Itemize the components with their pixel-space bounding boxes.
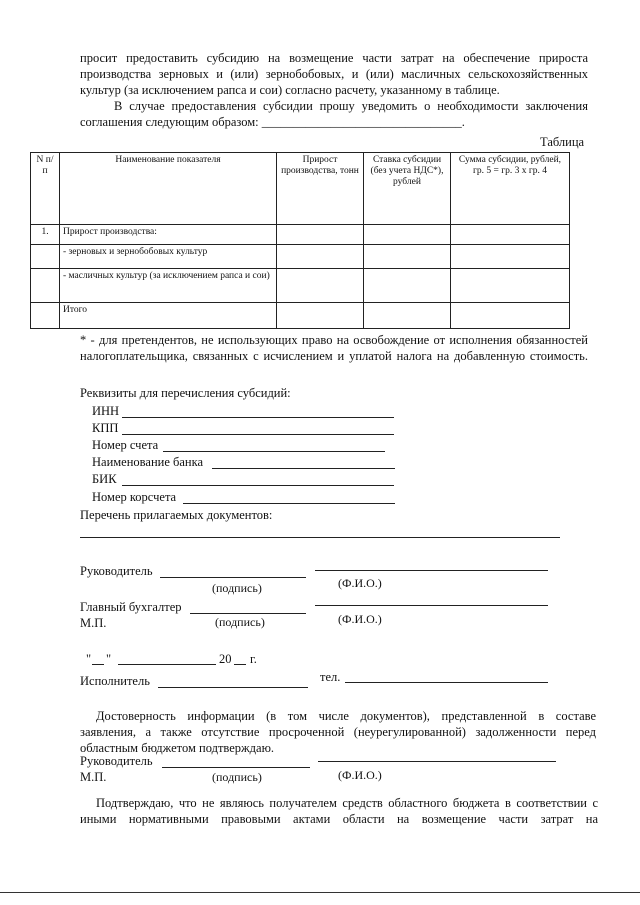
- head-fio-field[interactable]: [315, 570, 548, 571]
- bank-label: Наименование банка: [92, 455, 204, 469]
- documents-field[interactable]: [80, 537, 560, 538]
- header-num: N п/п: [31, 153, 60, 225]
- date-quote-close: ": [106, 652, 112, 666]
- table-caption: Таблица: [540, 135, 585, 149]
- table-row: [31, 245, 570, 269]
- date-quote-open: ": [86, 652, 92, 666]
- date-suffix: г.: [250, 652, 257, 666]
- accountant-signature-field[interactable]: [190, 613, 306, 614]
- row-cell: [364, 269, 451, 303]
- footnote-line-1: * - для претендентов, не использующих право на освобождение от исполнения обязанностей: [80, 333, 588, 347]
- executor-label: Исполнитель: [80, 674, 150, 688]
- final-line-2: иными нормативными правовыми актами области на возмещение части затрат на: [80, 812, 598, 826]
- requisites-title: Реквизиты для перечисления субсидий:: [80, 386, 291, 400]
- confirmation-line-3: областным бюджетом подтверждаю.: [80, 741, 275, 755]
- phone-field[interactable]: [345, 682, 548, 683]
- intro-line-4: В случае предоставления субсидии прошу уведомить о необходимости заключения: [114, 99, 588, 113]
- head-label-2: Руководитель: [80, 754, 153, 768]
- row-cell: [451, 303, 570, 329]
- row-cell: [451, 245, 570, 269]
- row-num: [31, 269, 60, 303]
- table-header-row: [31, 153, 570, 225]
- header-rate: Ставка субсидии (без учета НДС*), рублей: [364, 153, 451, 225]
- kpp-field[interactable]: [122, 434, 394, 435]
- fio-caption: (Ф.И.О.): [338, 768, 382, 782]
- footnote-line-2: налогоплательщика, связанных с исчислением и уплатой налога на добавленную стоимость.: [80, 349, 588, 363]
- intro-line-3: культур (за исключением рапса и сои) согласно расчету, указанному в таблице.: [80, 83, 500, 97]
- header-growth: Прирост производства, тонн: [277, 153, 364, 225]
- date-year-prefix: 20: [219, 652, 232, 666]
- documents-label: Перечень прилагаемых документов:: [80, 508, 273, 522]
- accountant-fio-field[interactable]: [315, 605, 548, 606]
- head-fio-field-2[interactable]: [318, 761, 556, 762]
- signature-caption: (подпись): [212, 770, 262, 784]
- signature-caption: (подпись): [215, 615, 265, 629]
- intro-line-1: просит предоставить субсидию на возмещение части затрат на обеспечение прироста: [80, 51, 588, 65]
- row-name: Итого: [60, 303, 277, 329]
- subsidy-table: [30, 152, 570, 329]
- row-name: - масличных культур (за исключением рапса и сои): [60, 269, 277, 303]
- table-row: [31, 303, 570, 329]
- fio-caption: (Ф.И.О.): [338, 576, 382, 590]
- row-cell: [277, 269, 364, 303]
- kpp-label: КПП: [92, 421, 119, 435]
- intro-line-2: производства зерновых и (или) зернобобовых, и (или) масличных сельскохозяйственных: [80, 67, 588, 81]
- row-cell: [451, 269, 570, 303]
- row-cell: [451, 225, 570, 245]
- row-cell: [277, 245, 364, 269]
- page-bottom-border: [0, 892, 640, 893]
- account-field[interactable]: [163, 451, 385, 452]
- confirmation-line-1: Достоверность информации (в том числе документов), представленной в составе: [96, 709, 596, 723]
- row-cell: [277, 225, 364, 245]
- date-month-field[interactable]: [118, 664, 216, 665]
- corr-account-label: Номер корсчета: [92, 490, 177, 504]
- bik-field[interactable]: [122, 485, 394, 486]
- final-line-1: Подтверждаю, что не являюсь получателем средств областного бюджета в соответствии с: [96, 796, 598, 810]
- row-cell: [364, 303, 451, 329]
- phone-label: тел.: [320, 670, 341, 684]
- fio-caption: (Ф.И.О.): [338, 612, 382, 626]
- head-signature-field[interactable]: [160, 577, 306, 578]
- table-row: [31, 225, 570, 245]
- inn-label: ИНН: [92, 404, 120, 418]
- row-name: Прирост производства:: [60, 225, 277, 245]
- row-num: [31, 303, 60, 329]
- row-num: [31, 245, 60, 269]
- mp-label-2: М.П.: [80, 770, 107, 784]
- corr-account-field[interactable]: [183, 503, 395, 504]
- inn-field[interactable]: [122, 417, 394, 418]
- row-num: 1.: [31, 225, 60, 245]
- accountant-label: Главный бухгалтер: [80, 600, 182, 614]
- bank-field[interactable]: [212, 468, 395, 469]
- row-cell: [364, 245, 451, 269]
- row-cell: [277, 303, 364, 329]
- head-label: Руководитель: [80, 564, 153, 578]
- header-sum: Сумма субсидии, рублей, гр. 5 = гр. 3 x гр. 4: [451, 153, 570, 225]
- bik-label: БИК: [92, 472, 117, 486]
- account-label: Номер счета: [92, 438, 159, 452]
- date-year-field[interactable]: [234, 664, 246, 665]
- head-signature-field-2[interactable]: [162, 767, 310, 768]
- confirmation-line-2: заявления, а также отсутствие просроченной (неурегулированной) задолженности перед: [80, 725, 596, 739]
- date-day-field[interactable]: [92, 664, 104, 665]
- intro-line-5: соглашения следующим образом: ________________________________.: [80, 115, 465, 129]
- executor-field[interactable]: [158, 687, 308, 688]
- mp-label: М.П.: [80, 616, 107, 630]
- row-name: - зерновых и зернобобовых культур: [60, 245, 277, 269]
- row-cell: [364, 225, 451, 245]
- table-row: [31, 269, 570, 303]
- signature-caption: (подпись): [212, 581, 262, 595]
- header-indicator: Наименование показателя: [60, 153, 277, 225]
